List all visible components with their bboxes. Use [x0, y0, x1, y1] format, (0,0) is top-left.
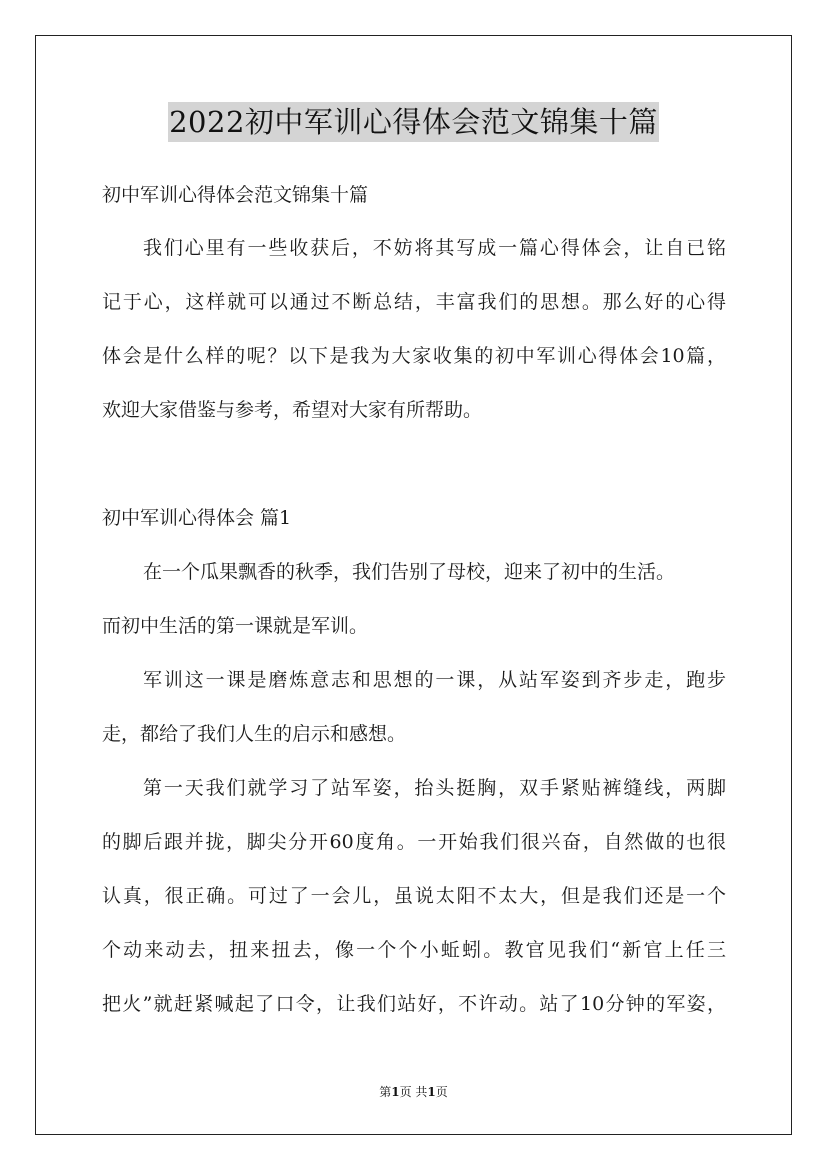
document-subtitle: 初中军训心得体会范文锦集十篇 — [102, 184, 369, 206]
body-line: 个动来动去，扭来扭去，像一个个小蚯蚓。教官见我们“新官上任三 — [102, 939, 726, 961]
body-line: 而初中生活的第一课就是军训。 — [102, 615, 369, 637]
body-line: 军训这一课是磨炼意志和思想的一课，从站军姿到齐步走，跑步 — [143, 669, 726, 691]
body-line: 的脚后跟并拢，脚尖分开60度角。一开始我们很兴奋，自然做的也很 — [102, 831, 726, 853]
body-line: 把火”就赶紧喊起了口令，让我们站好，不许动。站了10分钟的军姿， — [102, 993, 726, 1015]
intro-line: 我们心里有一些收获后，不妨将其写成一篇心得体会，让自已铭 — [143, 237, 726, 259]
body-line: 认真，很正确。可过了一会儿，虽说太阳不太大，但是我们还是一个 — [102, 885, 726, 907]
section-heading: 初中军训心得体会 篇1 — [102, 507, 292, 529]
footer-page-prefix: 第 — [379, 1085, 392, 1099]
footer-page-mid: 页 共 — [399, 1085, 428, 1099]
intro-line: 体会是什么样的呢？以下是我为大家收集的初中军训心得体会10篇， — [102, 345, 726, 367]
body-line: 走，都给了我们人生的启示和感想。 — [102, 723, 407, 745]
document-title: 2022初中军训心得体会范文锦集十篇 — [168, 102, 659, 142]
body-line: 第一天我们就学习了站军姿，抬头挺胸，双手紧贴裤缝线，两脚 — [143, 777, 726, 799]
footer-page-suffix: 页 — [435, 1085, 448, 1099]
title-container — [0, 102, 827, 142]
footer-page-total: 1 — [427, 1085, 436, 1099]
footer-page-number: 1 — [391, 1085, 400, 1099]
intro-line: 欢迎大家借鉴与参考，希望对大家有所帮助。 — [102, 399, 483, 421]
body-line: 在一个瓜果飘香的秋季，我们告别了母校，迎来了初中的生活。 — [143, 561, 676, 583]
page-footer — [0, 1084, 827, 1100]
intro-line: 记于心，这样就可以通过不断总结，丰富我们的思想。那么好的心得 — [102, 291, 726, 313]
